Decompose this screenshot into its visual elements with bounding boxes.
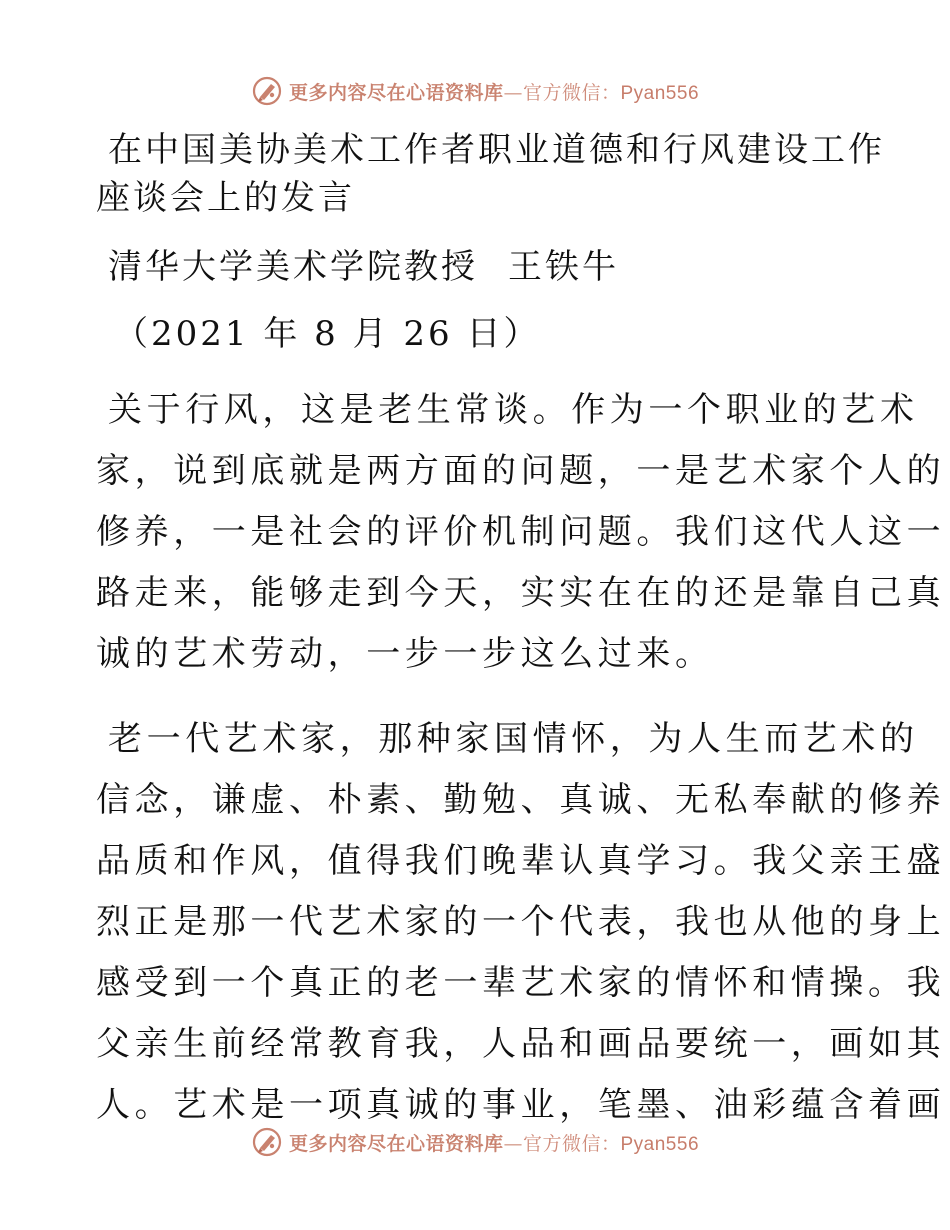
watermark-wechat-id: Pyan556 bbox=[620, 82, 700, 104]
paragraph-line: 关于行风，这是老生常谈。作为一个职业的艺术 bbox=[108, 390, 919, 430]
watermark-wechat-id: Pyan556 bbox=[620, 1133, 700, 1155]
watermark-separator: — bbox=[503, 81, 523, 104]
author-affiliation: 清华大学美术学院教授 bbox=[108, 247, 478, 287]
title-line-2: 座谈会上的发言 bbox=[96, 178, 355, 218]
paragraph-line: 人。艺术是一项真诚的事业，笔墨、油彩蕴含着画 bbox=[96, 1085, 946, 1125]
document-body bbox=[96, 122, 946, 1136]
watermark-main-text: 更多内容尽在心语资料库 bbox=[288, 1132, 504, 1155]
author-line bbox=[96, 243, 856, 291]
watermark-main-text: 更多内容尽在心语资料库 bbox=[288, 81, 504, 104]
paragraph-line: 修养，一是社会的评价机制问题。我们这代人这一 bbox=[96, 512, 946, 552]
watermark-wechat-label: 官方微信： bbox=[522, 81, 621, 104]
paragraph-line: 父亲生前经常教育我，人品和画品要统一，画如其 bbox=[96, 1024, 946, 1064]
title-line-1: 在中国美协美术工作者职业道德和行风建设工作 bbox=[108, 130, 885, 170]
pen-logo-icon bbox=[251, 75, 283, 107]
paragraph-line: 路走来，能够走到今天，实实在在的还是靠自己真 bbox=[96, 573, 946, 613]
paragraph-line: 烈正是那一代艺术家的一个代表，我也从他的身上 bbox=[96, 902, 946, 942]
watermark-wechat-label: 官方微信： bbox=[522, 1132, 621, 1155]
paragraph-line: 品质和作风，值得我们晚辈认真学习。我父亲王盛 bbox=[96, 841, 946, 881]
footer-watermark bbox=[0, 1122, 950, 1162]
paragraph-1 bbox=[96, 380, 946, 685]
speech-date: （2021 年 8 月 26 日） bbox=[114, 314, 541, 354]
author-name: 王铁牛 bbox=[508, 247, 619, 287]
paragraph-line: 信念，谦虚、朴素、勤勉、真诚、无私奉献的修养 bbox=[96, 780, 946, 820]
paragraph-2 bbox=[96, 709, 946, 1136]
paragraph-line: 家，说到底就是两方面的问题，一是艺术家个人的 bbox=[96, 451, 946, 491]
watermark-separator: — bbox=[503, 1132, 523, 1155]
paragraph-line: 诚的艺术劳动，一步一步这么过来。 bbox=[96, 634, 714, 674]
header-watermark bbox=[0, 71, 950, 111]
paragraph-line: 老一代艺术家，那种家国情怀，为人生而艺术的 bbox=[108, 719, 919, 759]
pen-logo-icon bbox=[251, 1126, 283, 1158]
paragraph-line: 感受到一个真正的老一辈艺术家的情怀和情操。我 bbox=[96, 963, 946, 1003]
